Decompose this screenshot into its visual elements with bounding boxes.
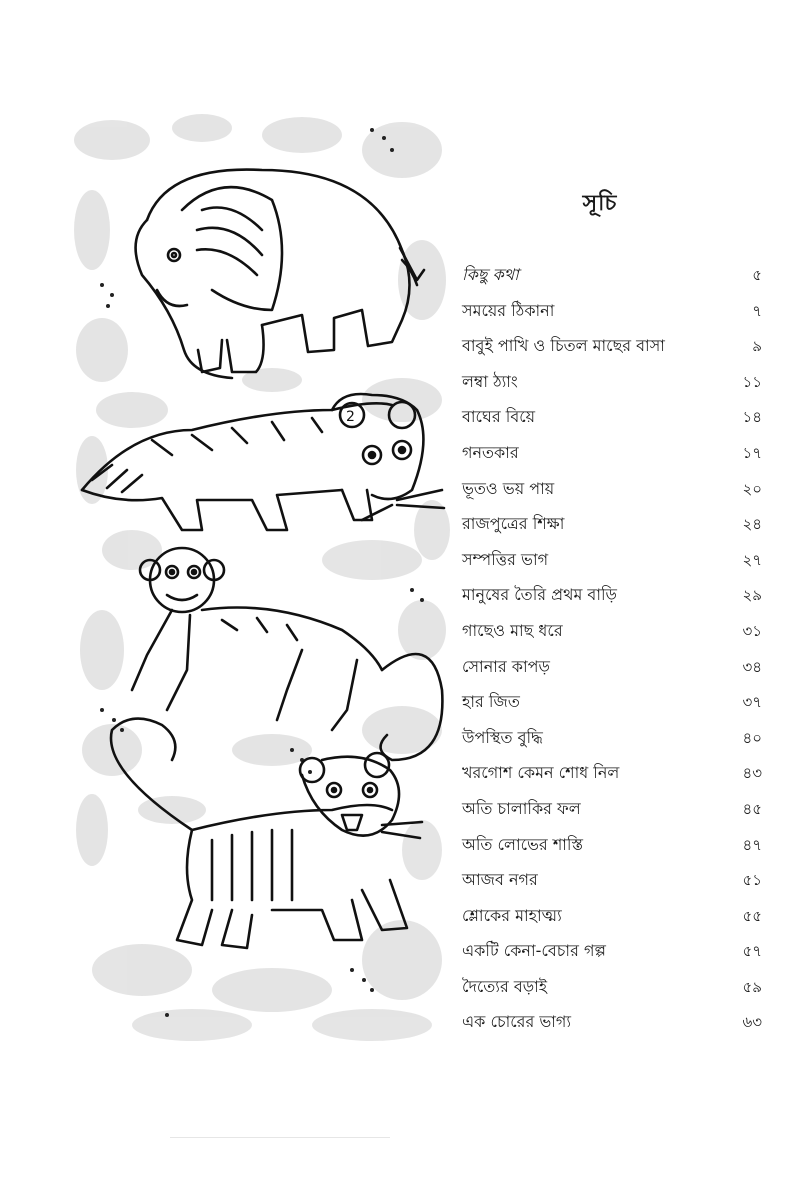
toc-entry-title: কিছু কথা	[462, 265, 519, 284]
toc-entry	[462, 547, 762, 583]
toc-entry-page: ৫১	[742, 871, 762, 890]
toc-entry	[462, 511, 762, 547]
animal-illustration	[72, 110, 450, 1045]
toc-entry-title: অতি লোভের শাস্তি	[462, 834, 584, 854]
toc-entry-title: উপস্থিত বুদ্ধি	[462, 727, 543, 747]
toc-entry	[462, 618, 762, 654]
svg-text:2: 2	[346, 409, 355, 425]
toc-entry	[462, 903, 762, 939]
toc-entry-title: সোনার কাপড়	[462, 656, 550, 676]
toc-entry-title: শ্লোকের মাহাত্ম্য	[462, 905, 562, 925]
toc-entry-page: ৫	[752, 266, 762, 284]
toc-entry-title: বাবুই পাখি ও চিতল মাছের বাসা	[462, 336, 665, 356]
toc-entry	[462, 974, 762, 1010]
toc-entry	[462, 760, 762, 796]
toc-entry-page: ২৯	[742, 586, 762, 605]
toc-entry-title: একটি কেনা-বেচার গল্প	[462, 941, 606, 961]
toc-entry-title: দৈত্যের বড়াই	[462, 976, 548, 996]
toc-entry	[462, 689, 762, 725]
toc-entry	[462, 298, 762, 334]
toc-entry-page: ৪৫	[742, 799, 762, 818]
toc-entry-title: সম্পত্তির ভাগ	[462, 549, 549, 569]
toc-entry-page: ১৪	[742, 408, 762, 427]
toc-entry-title: খরগোশ কেমন শোধ নিল	[462, 763, 620, 783]
toc-entry-title: সময়ের ঠিকানা	[462, 300, 555, 320]
toc-entry-title: অতি চালাকির ফল	[462, 798, 581, 818]
toc-entry	[462, 725, 762, 761]
toc-title: সূচি	[582, 191, 618, 216]
toc-entry-title: বাঘের বিয়ে	[462, 407, 536, 427]
toc-entry-page: ৩১	[742, 621, 762, 640]
toc-entry-page: ১১	[742, 372, 762, 391]
toc-entry-page: ১৭	[742, 443, 762, 462]
toc-entry-page: ২৭	[742, 550, 762, 569]
toc-entry-title: হার জিত	[462, 692, 520, 712]
toc-entry	[462, 440, 762, 476]
toc-entry	[462, 476, 762, 512]
toc-entry-page: ৩৭	[742, 693, 762, 712]
toc-entry-page: ৭	[752, 301, 762, 320]
toc-entry-page: ৫৯	[742, 977, 762, 996]
toc-entry-page: ২০	[742, 479, 762, 498]
toc-entry	[462, 1009, 762, 1045]
toc-entry	[462, 938, 762, 974]
toc-entry-title: ভূতও ভয় পায়	[462, 478, 555, 498]
toc-entry-page: ৫৭	[742, 942, 762, 961]
toc-entry	[462, 582, 762, 618]
toc-entry-page: ৪৩	[742, 764, 762, 783]
toc-entry-page: ৪০	[742, 728, 762, 747]
toc-entry	[462, 333, 762, 369]
toc-entry	[462, 654, 762, 690]
toc-entry-title: রাজপুত্রের শিক্ষা	[462, 514, 565, 534]
toc-entry	[462, 404, 762, 440]
page-bottom-rule	[170, 1137, 390, 1138]
toc-entry-title: এক চোরের ভাগ্য	[462, 1012, 572, 1032]
toc-entry-page: ৫৫	[742, 906, 762, 925]
toc-entry-page: ৯	[752, 337, 762, 356]
toc-entry	[462, 832, 762, 868]
toc-entry-title: গনতকার	[462, 442, 519, 462]
elephant-drawing	[136, 170, 424, 378]
toc-entry	[462, 262, 762, 298]
toc-entry-page: ৩৪	[742, 657, 762, 676]
toc-entry-page: ৬৩	[742, 1013, 762, 1032]
toc-entry-page: ৪৭	[742, 835, 762, 854]
toc-entry	[462, 796, 762, 832]
toc-entry-title: গাছেও মাছ ধরে	[462, 620, 563, 640]
toc-entry-title: লম্বা ঠ্যাং	[462, 371, 518, 391]
toc-entry-page: ২৪	[742, 515, 762, 534]
toc-entry	[462, 867, 762, 903]
toc-entry-title: মানুষের তৈরি প্রথম বাড়ি	[462, 585, 617, 605]
toc-entry-title: আজব নগর	[462, 870, 538, 890]
toc-list	[462, 262, 762, 1045]
toc-entry	[462, 369, 762, 405]
